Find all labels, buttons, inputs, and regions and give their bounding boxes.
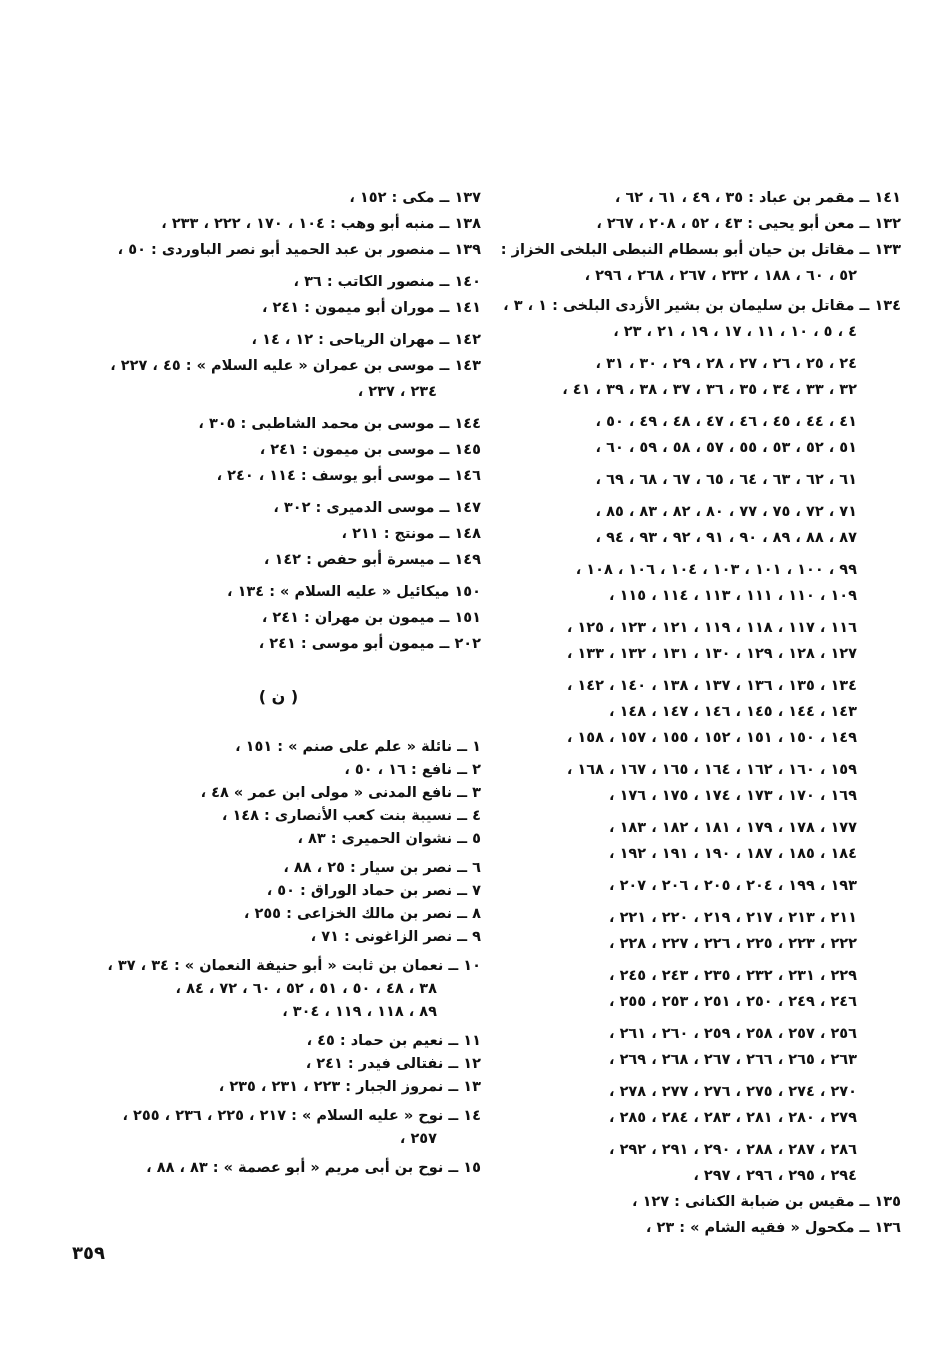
left-column-top-entries — [36, 185, 481, 657]
index-entry: ١٤١ ــ موران أبو ميمون : ٢٤١ ، — [261, 300, 481, 316]
index-entry: ٢٠٢ ــ ميمون أبو موسى : ٢٤١ ، — [258, 636, 481, 652]
index-entry: ١٤٣ ــ موسى بن عمران « عليه السلام » : ٤٥ ، ٢٢٧ ، — [110, 358, 481, 374]
index-entry-continuation: ٨٧ ، ٨٨ ، ٨٩ ، ٩٠ ، ٩١ ، ٩٢ ، ٩٣ ، ٩٤ ، — [595, 530, 857, 546]
index-entry: ١٥٠ ميكائيل « عليه السلام » : ١٣٤ ، — [227, 584, 481, 600]
index-entry: ١٤٨ ــ مونتج : ٢١١ ، — [341, 526, 481, 542]
index-entry: ١٣٧ ــ مكى : ١٥٢ ، — [349, 190, 481, 206]
right-column — [500, 185, 901, 1241]
index-entry-continuation: ٥١ ، ٥٢ ، ٥٣ ، ٥٥ ، ٥٧ ، ٥٨ ، ٥٩ ، ٦٠ ، — [595, 440, 857, 456]
index-entry: ٣ ــ نافع المدنى « مولى ابن عمر » ٤٨ ، — [200, 785, 481, 801]
index-entry: ١٤١ ــ مقمر بن عباد : ٣٥ ، ٤٩ ، ٦١ ، ٦٢ ، — [614, 190, 901, 206]
index-entry: ١٣٤ ــ مقاتل بن سليمان بن بشير الأزدى البلخى : ١ ، ٣ ، — [503, 298, 901, 314]
index-entry: ١٥١ ــ ميمون بن مهران : ٢٤١ ، — [261, 610, 481, 626]
left-column-bottom-entries — [36, 736, 481, 1180]
index-entry-continuation: ١٦٩ ، ١٧٠ ، ١٧٣ ، ١٧٤ ، ١٧٥ ، ١٧٦ ، — [609, 788, 857, 804]
index-entry: ١٤٥ ــ موسى بن ميمون : ٢٤١ ، — [259, 442, 481, 458]
index-entry-continuation: ٨٩ ، ١١٨ ، ١١٩ ، ٣٠٤ ، — [282, 1004, 437, 1020]
section-heading: ( ن ) — [258, 687, 299, 706]
index-entry-continuation: ٢٦٣ ، ٢٦٥ ، ٢٦٦ ، ٢٦٧ ، ٢٦٨ ، ٢٦٩ ، — [609, 1052, 857, 1068]
index-entry: ٦ ــ نصر بن سيار : ٢٥ ، ٨٨ ، — [283, 860, 481, 876]
index-entry-continuation: ٢٥٦ ، ٢٥٧ ، ٢٥٨ ، ٢٥٩ ، ٢٦٠ ، ٢٦١ ، — [609, 1026, 857, 1042]
index-entry: ١٣٩ ــ منصور بن عبد الحميد أبو نصر الباوردى : ٥٠ ، — [117, 242, 481, 258]
index-entry: ١٢ ــ نفتالى فيدر : ٢٤١ ، — [305, 1056, 481, 1072]
index-entry: ١٤ ــ نوح « عليه السلام » : ٢١٧ ، ٢٢٥ ، ٢٣٦ ، ٢٥٥ ، — [122, 1108, 481, 1124]
index-entry-continuation: ٢٤٦ ، ٢٤٩ ، ٢٥٠ ، ٢٥١ ، ٢٥٣ ، ٢٥٥ ، — [609, 994, 857, 1010]
index-entry: ١٣٦ ــ مكحول « فقيه الشام » : ٢٣ ، — [645, 1220, 901, 1236]
index-entry-continuation: ٢٢٩ ، ٢٣١ ، ٢٣٢ ، ٢٣٥ ، ٢٤٣ ، ٢٤٥ ، — [609, 968, 857, 984]
index-entry: ٨ ــ نصر بن مالك الخزاعى : ٢٥٥ ، — [243, 906, 481, 922]
index-entry-continuation: ١٥٩ ، ١٦٠ ، ١٦٢ ، ١٦٤ ، ١٦٥ ، ١٦٧ ، ١٦٨ ، — [566, 762, 857, 778]
index-entry: ١٣ ــ نمروز الجبار : ٢٢٣ ، ٢٣١ ، ٢٣٥ ، — [218, 1079, 481, 1095]
index-entry-continuation: ٢٢٢ ، ٢٢٣ ، ٢٢٥ ، ٢٢٦ ، ٢٢٧ ، ٢٢٨ ، — [609, 936, 857, 952]
index-entry-continuation: ٢٩٤ ، ٢٩٥ ، ٢٩٦ ، ٢٩٧ ، — [693, 1168, 857, 1184]
page-number: ٣٥٩ — [72, 1243, 105, 1264]
index-entry: ١٤٦ ــ موسى أبو يوسف : ١١٤ ، ٢٤٠ ، — [216, 468, 481, 484]
index-entry-continuation: ٢٤ ، ٢٥ ، ٢٦ ، ٢٧ ، ٢٨ ، ٢٩ ، ٣٠ ، ٣١ ، — [595, 356, 857, 372]
index-entry-continuation: ١٤٩ ، ١٥٠ ، ١٥١ ، ١٥٢ ، ١٥٥ ، ١٥٧ ، ١٥٨ ، — [566, 730, 857, 746]
index-entry-continuation: ٦١ ، ٦٢ ، ٦٣ ، ٦٤ ، ٦٥ ، ٦٧ ، ٦٨ ، ٦٩ ، — [595, 472, 857, 488]
index-entry: ٧ ــ نصر بن حماد الوراق : ٥٠ ، — [266, 883, 481, 899]
index-entry: ١٠ ــ نعمان بن ثابت « أبو حنيفة النعمان » : ٣٤ ، ٣٧ ، — [107, 958, 481, 974]
index-entry-continuation: ١٤٣ ، ١٤٤ ، ١٤٥ ، ١٤٦ ، ١٤٧ ، ١٤٨ ، — [609, 704, 857, 720]
index-entry-continuation: ٣٢ ، ٣٣ ، ٣٤ ، ٣٥ ، ٣٦ ، ٣٧ ، ٣٨ ، ٣٩ ، ٤١ ، — [562, 382, 857, 398]
index-entry: ١٤٤ ــ موسى بن محمد الشاطبى : ٣٠٥ ، — [198, 416, 481, 432]
index-entry: ٤ ــ نسيبة بنت كعب الأنصارى : ١٤٨ ، — [221, 808, 481, 824]
index-entry: ١٣٢ ــ معن أبو يحيى : ٤٣ ، ٥٢ ، ٢٠٨ ، ٢٦٧ ، — [596, 216, 901, 232]
index-entry-continuation: ٣٨ ، ٤٨ ، ٥٠ ، ٥١ ، ٥٢ ، ٦٠ ، ٧٢ ، ٨٤ ، — [175, 981, 437, 997]
index-entry-continuation: ١٣٤ ، ١٣٥ ، ١٣٦ ، ١٣٧ ، ١٣٨ ، ١٤٠ ، ١٤٢ ، — [566, 678, 857, 694]
index-entry-continuation: ١٢٧ ، ١٢٨ ، ١٢٩ ، ١٣٠ ، ١٣١ ، ١٣٢ ، ١٣٣ ، — [566, 646, 857, 662]
index-entry-continuation: ٢١١ ، ٢١٣ ، ٢١٧ ، ٢١٩ ، ٢٢٠ ، ٢٢١ ، — [609, 910, 857, 926]
index-entry: ١٤٢ ــ مهران الرياحى : ١٢ ، ١٤ ، — [251, 332, 481, 348]
index-entry: ١٤٠ ــ منصور الكاتب : ٣٦ ، — [293, 274, 481, 290]
index-entry-continuation: ١٩٣ ، ١٩٩ ، ٢٠٤ ، ٢٠٥ ، ٢٠٦ ، ٢٠٧ ، — [609, 878, 857, 894]
index-entry: ١٥ ــ نوح بن أبى مريم « أبو عصمة » : ٨٣ ، ٨٨ ، — [146, 1160, 481, 1176]
index-entry-continuation: ٧١ ، ٧٢ ، ٧٥ ، ٧٧ ، ٨٠ ، ٨٢ ، ٨٣ ، ٨٥ ، — [595, 504, 857, 520]
index-entry: ١١ ــ نعيم بن حماد : ٤٥ ، — [306, 1033, 481, 1049]
index-entry: ١٣٣ ــ مقاتل بن حيان أبو بسطام النبطى البلخى الخزاز : — [500, 242, 901, 258]
left-column — [36, 185, 481, 1180]
index-entry-continuation: ٩٩ ، ١٠٠ ، ١٠١ ، ١٠٣ ، ١٠٤ ، ١٠٦ ، ١٠٨ ، — [575, 562, 857, 578]
index-entry: ١ ــ نائلة « علم على صنم » : ١٥١ ، — [235, 739, 481, 755]
index-entry-continuation: ١١٦ ، ١١٧ ، ١١٨ ، ١١٩ ، ١٢١ ، ١٢٣ ، ١٢٥ ، — [566, 620, 857, 636]
index-entry: ٩ ــ نصر الزاغونى : ٧١ ، — [310, 929, 481, 945]
index-entry: ١٤٧ ــ موسى الدميرى : ٣٠٢ ، — [273, 500, 481, 516]
index-entry-continuation: ١٨٤ ، ١٨٥ ، ١٨٧ ، ١٩٠ ، ١٩١ ، ١٩٢ ، — [609, 846, 857, 862]
index-entry-continuation: ٢٨٦ ، ٢٨٧ ، ٢٨٨ ، ٢٩٠ ، ٢٩١ ، ٢٩٢ ، — [609, 1142, 857, 1158]
index-entry: ١٤٩ ــ ميسرة أبو حفص : ١٤٢ ، — [263, 552, 481, 568]
index-entry: ٢ ــ نافع : ١٦ ، ٥٠ ، — [344, 762, 481, 778]
index-entry-continuation: ٢٧٠ ، ٢٧٤ ، ٢٧٥ ، ٢٧٦ ، ٢٧٧ ، ٢٧٨ ، — [609, 1084, 857, 1100]
index-entry-continuation: ٢٣٤ ، ٢٣٧ ، — [357, 384, 437, 400]
index-entry-continuation: ١٧٧ ، ١٧٨ ، ١٧٩ ، ١٨١ ، ١٨٢ ، ١٨٣ ، — [609, 820, 857, 836]
index-entry: ١٣٨ ــ منبه أبو وهب : ١٠٤ ، ١٧٠ ، ٢٢٢ ، ٢٣٣ ، — [161, 216, 481, 232]
index-entry-continuation: ١٠٩ ، ١١٠ ، ١١١ ، ١١٣ ، ١١٤ ، ١١٥ ، — [609, 588, 857, 604]
index-entry-continuation: ٥٢ ، ٦٠ ، ١٨٨ ، ٢٣٢ ، ٢٦٧ ، ٢٦٨ ، ٢٩٦ ، — [584, 268, 857, 284]
index-entry-continuation: ٤١ ، ٤٤ ، ٤٥ ، ٤٦ ، ٤٧ ، ٤٨ ، ٤٩ ، ٥٠ ، — [595, 414, 857, 430]
index-entry-continuation: ٢٥٧ ، — [399, 1131, 437, 1147]
index-entry: ١٣٥ ــ مقيس بن ضبابة الكنانى : ١٢٧ ، — [632, 1194, 901, 1210]
index-entry: ٥ ــ نشوان الحميرى : ٨٣ ، — [297, 831, 481, 847]
index-entry-continuation: ٢٧٩ ، ٢٨٠ ، ٢٨١ ، ٢٨٣ ، ٢٨٤ ، ٢٨٥ ، — [609, 1110, 857, 1126]
index-entry-continuation: ٤ ، ٥ ، ١٠ ، ١١ ، ١٧ ، ١٩ ، ٢١ ، ٢٣ ، — [613, 324, 857, 340]
